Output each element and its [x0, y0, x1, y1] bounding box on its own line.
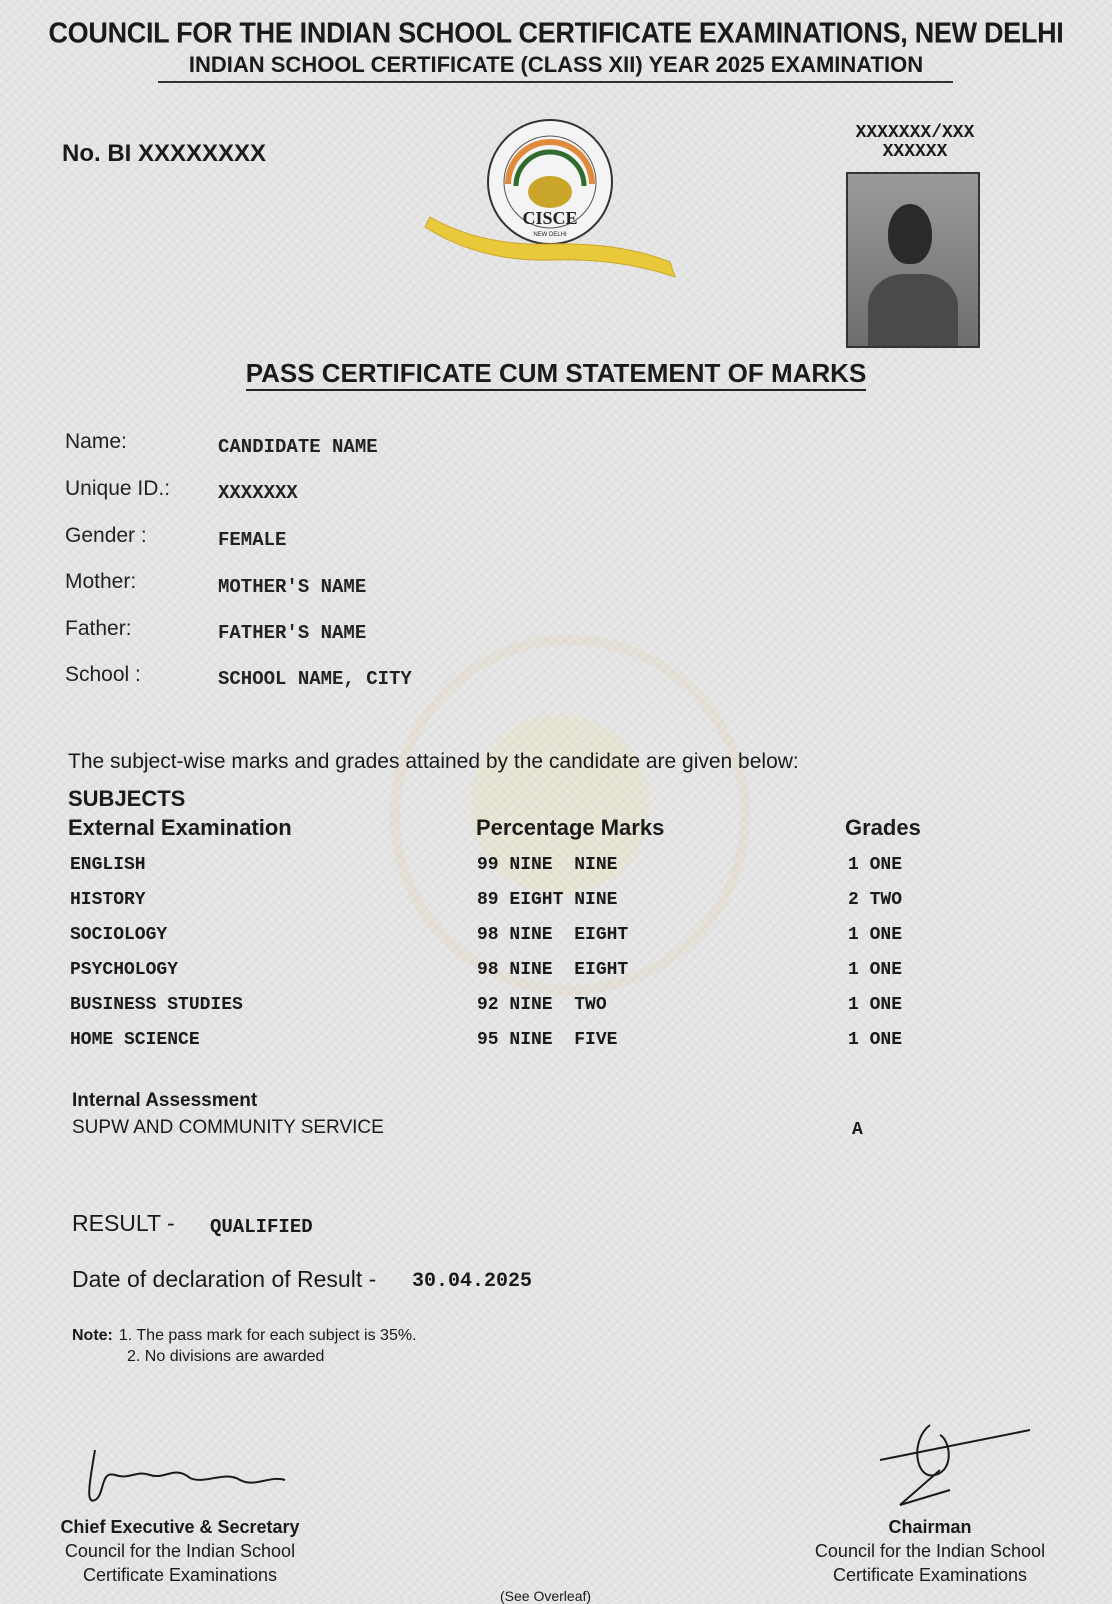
table-row [0, 925, 1112, 955]
chairman-org-line-1: Council for the Indian School [814, 1541, 1046, 1561]
subject-cell: HISTORY [70, 890, 146, 910]
school-value: SCHOOL NAME, CITY [218, 668, 412, 690]
uid-label: Unique ID.: [65, 477, 171, 500]
see-overleaf: (See Overleaf) [500, 1588, 592, 1604]
reference-number [820, 124, 1010, 162]
secretary-org-line-1: Council for the Indian School [64, 1541, 296, 1561]
father-value: FATHER'S NAME [218, 622, 367, 644]
internal-assessment-grade: A [852, 1120, 863, 1140]
table-row [0, 995, 1112, 1025]
gender-value: FEMALE [218, 529, 287, 551]
secretary-title: Chief Executive & Secretary [60, 1517, 300, 1537]
subject-cell: BUSINESS STUDIES [70, 995, 243, 1015]
marks-cell: 99 NINE NINE [477, 855, 618, 875]
candidate-photo [846, 172, 980, 348]
grade-cell: 1 ONE [848, 1030, 903, 1050]
subject-cell: PSYCHOLOGY [70, 960, 179, 980]
mother-value: MOTHER'S NAME [218, 576, 367, 598]
marks-cell: 98 NINE EIGHT [477, 960, 629, 980]
father-label: Father: [65, 617, 132, 640]
school-label: School : [65, 663, 141, 686]
cisce-emblem-icon [420, 112, 700, 297]
chairman-signature [870, 1420, 1040, 1515]
chairman-org-line-2: Certificate Examinations [832, 1565, 1028, 1585]
marks-cell: 89 EIGHT NINE [477, 890, 618, 910]
secretary-block [40, 1515, 320, 1587]
grade-cell: 2 TWO [848, 890, 903, 910]
internal-assessment-heading: Internal Assessment [72, 1090, 258, 1111]
certificate-number: No. BI XXXXXXXX [62, 140, 267, 167]
note-item: 1. The pass mark for each subject is 35%. [118, 1327, 417, 1344]
marks-intro: The subject-wise marks and grades attained by the candidate are given below: [68, 750, 799, 773]
declaration-date-label: Date of declaration of Result - [72, 1266, 377, 1292]
table-row [0, 855, 1112, 885]
declaration-date-value: 30.04.2025 [412, 1270, 533, 1293]
chairman-title: Chairman [888, 1517, 972, 1537]
council-heading: COUNCIL FOR THE INDIAN SCHOOL CERTIFICATE EXAMINATIONS, NEW DELHI [48, 17, 1064, 49]
table-row [0, 960, 1112, 990]
certificate-title: PASS CERTIFICATE CUM STATEMENT OF MARKS [0, 358, 1112, 389]
col-external: External Examination [68, 815, 292, 840]
logo-subtext: NEW DELHI [533, 232, 567, 238]
internal-assessment-subject: SUPW AND COMMUNITY SERVICE [72, 1117, 384, 1138]
col-percentage: Percentage Marks [476, 815, 665, 840]
col-grades: Grades [845, 815, 921, 840]
secretary-signature [75, 1440, 295, 1515]
exam-heading: INDIAN SCHOOL CERTIFICATE (CLASS XII) YEAR 2025 EXAMINATION [188, 52, 924, 77]
marks-cell: 92 NINE TWO [477, 995, 607, 1015]
notes [72, 1325, 417, 1367]
logo-text: CISCE [522, 208, 578, 228]
mother-label: Mother: [65, 570, 137, 593]
uid-value: XXXXXXX [218, 482, 298, 504]
subject-cell: HOME SCIENCE [70, 1030, 200, 1050]
grade-cell: 1 ONE [848, 960, 903, 980]
name-label: Name: [65, 430, 127, 453]
marks-cell: 98 NINE EIGHT [477, 925, 629, 945]
result-value: QUALIFIED [210, 1216, 313, 1238]
subject-cell: ENGLISH [70, 855, 146, 875]
gender-label: Gender : [65, 524, 147, 547]
grade-cell: 1 ONE [848, 925, 903, 945]
table-row [0, 890, 1112, 920]
grade-cell: 1 ONE [848, 995, 903, 1015]
secretary-org-line-2: Certificate Examinations [82, 1565, 278, 1585]
note-item: 2. No divisions are awarded [127, 1348, 325, 1365]
note-label: Note: [72, 1327, 113, 1344]
marks-cell: 95 NINE FIVE [477, 1030, 618, 1050]
name-value: CANDIDATE NAME [218, 436, 378, 458]
table-row [0, 1030, 1112, 1060]
reference-line-2: XXXXXX [882, 142, 948, 162]
result-label: RESULT - [72, 1210, 175, 1236]
chairman-block [790, 1515, 1070, 1587]
subjects-heading: SUBJECTS [68, 786, 186, 811]
grade-cell: 1 ONE [848, 855, 903, 875]
heading-underline [158, 81, 953, 83]
subject-cell: SOCIOLOGY [70, 925, 168, 945]
reference-line-1: XXXXXXX/XXX [855, 123, 975, 143]
